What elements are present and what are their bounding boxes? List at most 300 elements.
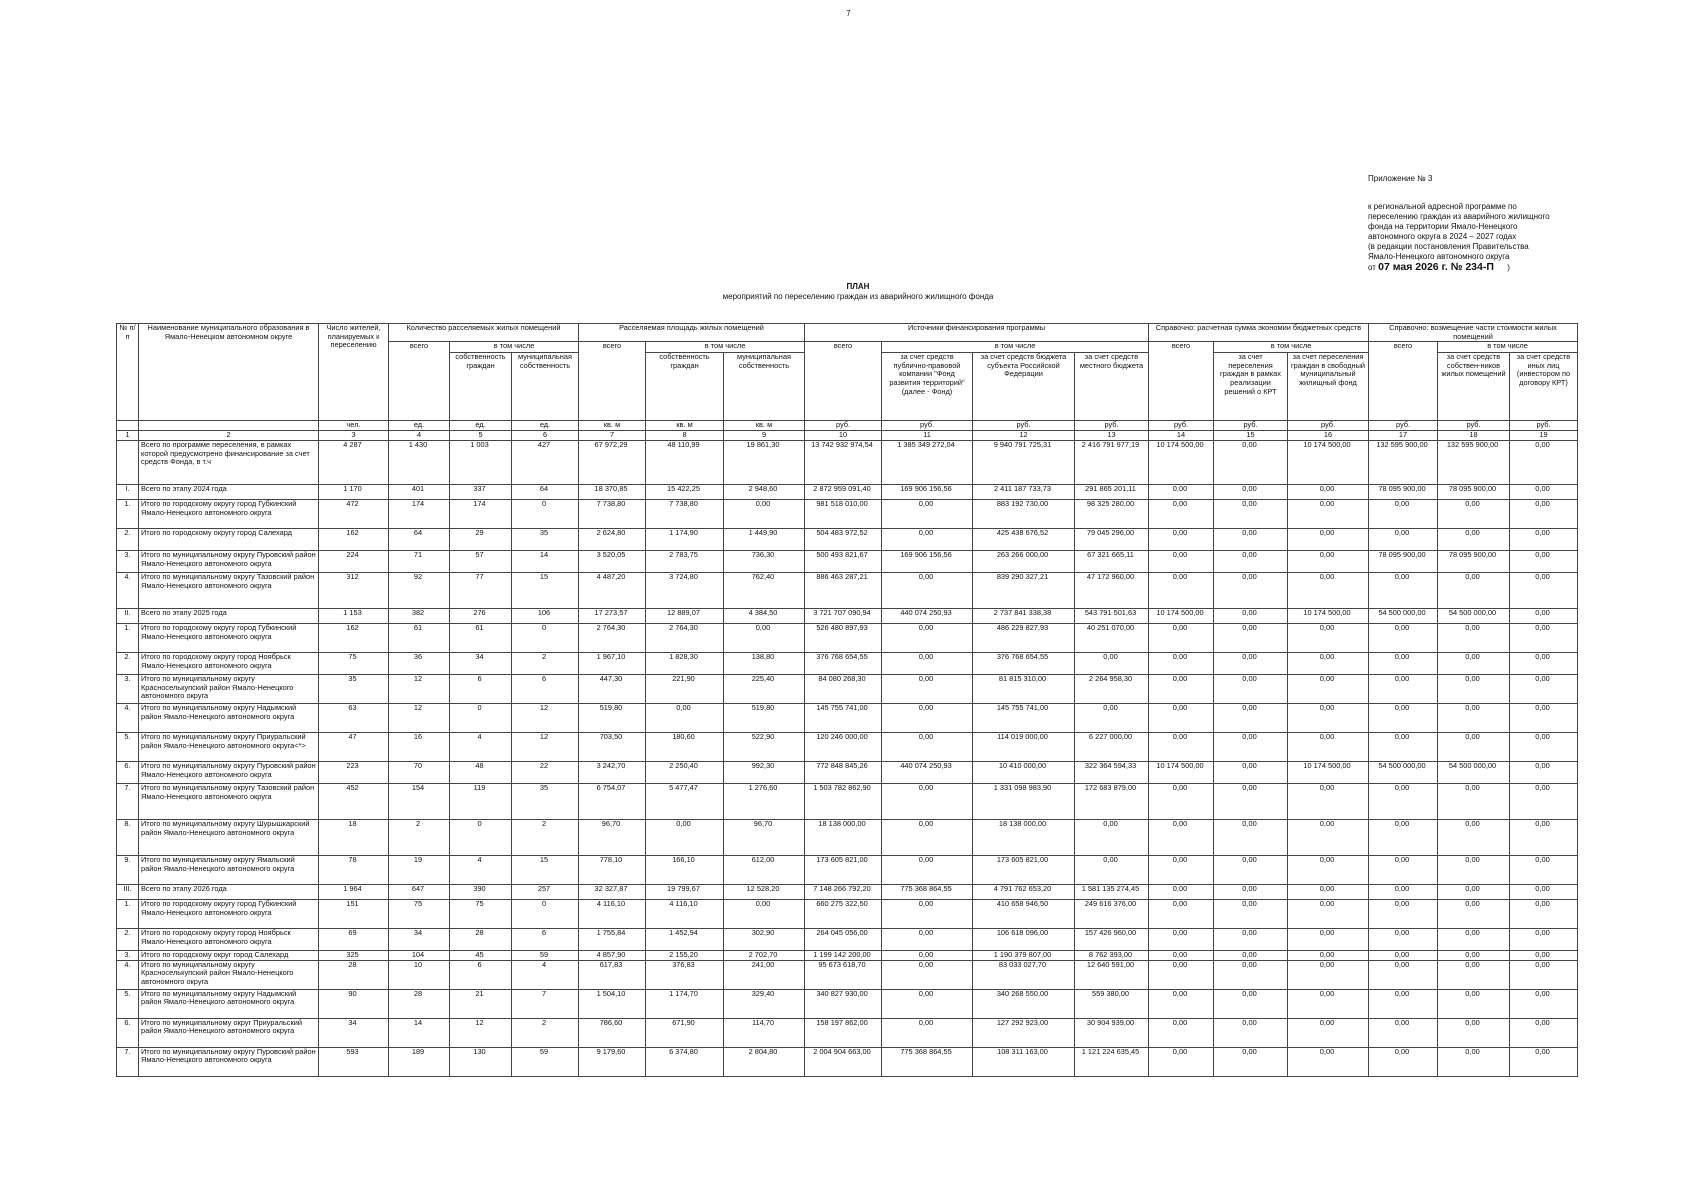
row-index: 7. [117, 784, 139, 820]
row-value-cell: 119 [450, 784, 512, 820]
row-value-cell: 1 276,60 [724, 784, 805, 820]
header-econ-free: за счет переселения граждан в свободный муниципальный жилищный фонд [1288, 353, 1369, 421]
row-value-cell: 59 [512, 1047, 579, 1076]
row-value-cell: 69 [319, 929, 389, 951]
table-row [117, 624, 1578, 653]
row-value-cell: 2 948,60 [724, 485, 805, 500]
row-value-cell: 35 [512, 784, 579, 820]
row-value-cell: 1 121 224 635,45 [1075, 1047, 1149, 1076]
header-rooms-incl: в том числе [450, 342, 579, 353]
row-value-cell: 64 [389, 529, 450, 551]
table-row [117, 762, 1578, 784]
row-value-cell: 12 889,07 [646, 609, 724, 624]
row-value-cell: 189 [389, 1047, 450, 1076]
row-value-cell: 0,00 [1149, 1018, 1214, 1047]
column-number-cell: 4 [389, 431, 450, 441]
row-value-cell: 2 764,30 [646, 624, 724, 653]
row-value-cell: 382 [389, 609, 450, 624]
units-row [117, 421, 1578, 431]
row-value-cell: 1 174,90 [646, 529, 724, 551]
row-value-cell: 2 764,30 [579, 624, 646, 653]
row-municipality-name: Итого по городскому округу город Губкинский Ямало-Ненецкого автономного округа [139, 900, 319, 929]
row-value-cell: 0 [512, 624, 579, 653]
row-value-cell: 276 [450, 609, 512, 624]
row-value-cell: 1 504,10 [579, 989, 646, 1018]
row-value-cell: 180,60 [646, 733, 724, 762]
row-municipality-name: Итого по муниципальному округу Ямальский район Ямало-Ненецкого автономного округа [139, 856, 319, 885]
row-value-cell: 0,00 [724, 624, 805, 653]
row-value-cell: 12 528,20 [724, 885, 805, 900]
row-value-cell: 35 [512, 529, 579, 551]
row-value-cell: 166,10 [646, 856, 724, 885]
row-value-cell: 3 520,05 [579, 551, 646, 573]
row-municipality-name: Итого по муниципальному округу Приуральский район Ямало-Ненецкого автономного округа<*> [139, 733, 319, 762]
row-value-cell: 83 033 027,70 [973, 960, 1075, 989]
row-value-cell: 0,00 [882, 951, 973, 961]
row-value-cell: 376,83 [646, 960, 724, 989]
header-econ-krt: за счет переселения граждан в рамках реализации решений о КРТ [1214, 353, 1288, 421]
row-value-cell: 10 174 500,00 [1288, 762, 1369, 784]
row-value-cell: 145 755 741,00 [805, 704, 882, 733]
row-value-cell: 114,70 [724, 1018, 805, 1047]
row-value-cell: 67 972,29 [579, 441, 646, 485]
row-value-cell: 0,00 [1214, 609, 1288, 624]
header-municipality: Наименование муниципального образования в Ямало-Ненецком автономном округе [139, 324, 319, 421]
table-row [117, 1018, 1578, 1047]
table-row [117, 856, 1578, 885]
row-municipality-name: Итого по муниципальному округу Тазовский район Ямало-Ненецкого автономного округа [139, 573, 319, 609]
title-main: ПЛАН [846, 282, 870, 291]
row-municipality-name: Итого по муниципальному округу Красноселькупский район Ямало-Ненецкого автономного округа [139, 960, 319, 989]
row-value-cell: 0,00 [1510, 1018, 1578, 1047]
row-index: 7. [117, 1047, 139, 1076]
row-value-cell: 0,00 [1510, 733, 1578, 762]
row-value-cell: 96,70 [724, 820, 805, 856]
row-index: 9. [117, 856, 139, 885]
appendix-line: переселению граждан из аварийного жилищного [1368, 212, 1550, 221]
appendix-line: Ямало-Ненецкого автономного округа [1368, 252, 1510, 261]
row-value-cell: 0,00 [1510, 500, 1578, 529]
row-value-cell: 18 138 000,00 [973, 820, 1075, 856]
row-value-cell: 452 [319, 784, 389, 820]
row-value-cell: 6 [450, 675, 512, 704]
row-value-cell: 16 [389, 733, 450, 762]
row-value-cell: 291 865 201,11 [1075, 485, 1149, 500]
column-number-cell: 9 [724, 431, 805, 441]
row-value-cell: 522,90 [724, 733, 805, 762]
table-row [117, 551, 1578, 573]
header-comp-investors: за счет средств иных лиц (инвестором по договору КРТ) [1510, 353, 1578, 421]
row-value-cell: 0,00 [1438, 733, 1510, 762]
row-value-cell: 736,30 [724, 551, 805, 573]
row-value-cell: 0,00 [1075, 820, 1149, 856]
row-value-cell: 257 [512, 885, 579, 900]
row-value-cell: 106 618 096,00 [973, 929, 1075, 951]
row-value-cell: 0,00 [1510, 885, 1578, 900]
row-value-cell: 28 [450, 929, 512, 951]
row-value-cell: 10 174 500,00 [1288, 441, 1369, 485]
table-row [117, 675, 1578, 704]
row-value-cell: 504 483 972,52 [805, 529, 882, 551]
row-value-cell: 2 [512, 1018, 579, 1047]
row-value-cell: 0,00 [1438, 856, 1510, 885]
row-value-cell: 0,00 [1288, 885, 1369, 900]
row-value-cell: 7 148 266 792,20 [805, 885, 882, 900]
row-value-cell: 1 003 [450, 441, 512, 485]
row-value-cell: 1 967,10 [579, 653, 646, 675]
row-value-cell: 0,00 [1288, 856, 1369, 885]
row-value-cell: 224 [319, 551, 389, 573]
row-value-cell: 0,00 [882, 1018, 973, 1047]
table-row [117, 885, 1578, 900]
row-value-cell: 519,80 [579, 704, 646, 733]
row-municipality-name: Всего по программе переселения, в рамках которой предусмотрено финансирование за счет средств Фонда, в т.ч [139, 441, 319, 485]
row-index: 5. [117, 989, 139, 1018]
row-value-cell: 0,00 [1438, 820, 1510, 856]
row-value-cell: 0,00 [1369, 675, 1438, 704]
row-municipality-name: Итого по муниципальному округу Пуровский район Ямало-Ненецкого автономного округа [139, 762, 319, 784]
row-value-cell: 0,00 [882, 675, 973, 704]
row-value-cell: 0,00 [1510, 856, 1578, 885]
row-value-cell: 10 174 500,00 [1149, 441, 1214, 485]
table-row [117, 573, 1578, 609]
row-value-cell: 10 174 500,00 [1288, 609, 1369, 624]
row-value-cell: 559 380,00 [1075, 989, 1149, 1018]
row-value-cell: 151 [319, 900, 389, 929]
row-value-cell: 0,00 [1149, 951, 1214, 961]
row-value-cell: 390 [450, 885, 512, 900]
row-municipality-name: Итого по городскому округу город Губкинский Ямало-Ненецкого автономного округа [139, 624, 319, 653]
row-municipality-name: Итого по городскому округу город Ноябрьск Ямало-Ненецкого автономного округа [139, 653, 319, 675]
row-index: 5. [117, 733, 139, 762]
row-value-cell: 0,00 [1369, 529, 1438, 551]
row-value-cell: 0,00 [1288, 900, 1369, 929]
unit-cell: руб. [882, 421, 973, 431]
row-value-cell: 108 311 163,00 [973, 1047, 1075, 1076]
row-value-cell: 28 [389, 989, 450, 1018]
row-value-cell: 0,00 [1510, 900, 1578, 929]
row-value-cell: 0,00 [1510, 951, 1578, 961]
row-value-cell: 59 [512, 951, 579, 961]
table-row [117, 500, 1578, 529]
row-value-cell: 0,00 [1438, 573, 1510, 609]
row-value-cell: 63 [319, 704, 389, 733]
header-econ-total: всего [1149, 342, 1214, 421]
row-value-cell: 0,00 [1510, 529, 1578, 551]
row-value-cell: 0,00 [1288, 500, 1369, 529]
row-value-cell: 95 673 618,70 [805, 960, 882, 989]
row-value-cell: 0,00 [1214, 951, 1288, 961]
column-number-cell: 8 [646, 431, 724, 441]
row-value-cell: 61 [389, 624, 450, 653]
column-number-cell: 15 [1214, 431, 1288, 441]
row-value-cell: 839 290 327,21 [973, 573, 1075, 609]
row-value-cell: 70 [389, 762, 450, 784]
row-value-cell: 174 [450, 500, 512, 529]
row-municipality-name: Итого по городскому округу город Ноябрьск Ямало-Ненецкого автономного округа [139, 929, 319, 951]
header-fin-total: всего [805, 342, 882, 421]
row-value-cell: 0,00 [1214, 485, 1288, 500]
column-number-cell: 10 [805, 431, 882, 441]
header-area-incl: в том числе [646, 342, 805, 353]
row-value-cell: 54 500 000,00 [1369, 609, 1438, 624]
row-value-cell: 0,00 [1214, 551, 1288, 573]
row-value-cell: 0,00 [1438, 1018, 1510, 1047]
row-value-cell: 0,00 [882, 856, 973, 885]
row-value-cell: 0,00 [1438, 885, 1510, 900]
row-value-cell: 4 116,10 [646, 900, 724, 929]
header-econ-incl: в том числе [1214, 342, 1369, 353]
table-row [117, 653, 1578, 675]
unit-cell: ед. [389, 421, 450, 431]
row-value-cell: 34 [319, 1018, 389, 1047]
row-value-cell: 0,00 [1369, 733, 1438, 762]
row-value-cell: 2 155,20 [646, 951, 724, 961]
row-value-cell: 8 762 393,00 [1075, 951, 1149, 961]
header-rooms-total: всего [389, 342, 450, 421]
row-value-cell: 132 595 900,00 [1438, 441, 1510, 485]
row-value-cell: 612,00 [724, 856, 805, 885]
row-value-cell: 0,00 [1510, 929, 1578, 951]
row-index: 4. [117, 704, 139, 733]
row-value-cell: 0,00 [1288, 675, 1369, 704]
row-value-cell: 57 [450, 551, 512, 573]
row-value-cell: 2 411 187 733,73 [973, 485, 1075, 500]
row-value-cell: 0,00 [1288, 929, 1369, 951]
row-value-cell: 0,00 [1288, 653, 1369, 675]
row-value-cell: 12 [512, 704, 579, 733]
row-value-cell: 0,00 [1369, 1047, 1438, 1076]
row-index: II. [117, 609, 139, 624]
row-municipality-name: Итого по муниципальному округу Красноселькупский район Ямало-Ненецкого автономного округа [139, 675, 319, 704]
row-value-cell: 0,00 [1510, 624, 1578, 653]
row-value-cell: 0,00 [1369, 500, 1438, 529]
column-number-cell: 16 [1288, 431, 1369, 441]
row-value-cell: 4 [450, 856, 512, 885]
header-compensation-group: Справочно: возмещение части стоимости жилых помещений [1369, 324, 1578, 342]
row-value-cell: 0,00 [882, 500, 973, 529]
row-value-cell: 0,00 [1510, 960, 1578, 989]
row-value-cell: 67 321 665,11 [1075, 551, 1149, 573]
row-value-cell: 0,00 [1149, 784, 1214, 820]
row-value-cell: 6 [450, 960, 512, 989]
table-row [117, 929, 1578, 951]
row-value-cell: 0,00 [1075, 704, 1149, 733]
row-value-cell: 992,30 [724, 762, 805, 784]
row-value-cell: 1 503 782 862,90 [805, 784, 882, 820]
row-value-cell: 75 [389, 900, 450, 929]
row-value-cell: 19 [389, 856, 450, 885]
column-number-cell: 3 [319, 431, 389, 441]
row-value-cell: 0,00 [1149, 529, 1214, 551]
unit-cell: кв. м [646, 421, 724, 431]
row-value-cell: 28 [319, 960, 389, 989]
appendix-line: фонда на территории Ямало-Ненецкого [1368, 222, 1518, 231]
row-value-cell: 775 368 864,55 [882, 885, 973, 900]
appendix-line: автономного округа в 2024 – 2027 годах [1368, 232, 1517, 241]
row-value-cell: 0 [512, 500, 579, 529]
row-value-cell: 0,00 [1438, 960, 1510, 989]
column-number-row [117, 431, 1578, 441]
row-value-cell: 0,00 [1288, 573, 1369, 609]
row-value-cell: 0,00 [1369, 929, 1438, 951]
row-municipality-name: Всего по этапу 2025 года [139, 609, 319, 624]
row-value-cell: 1 331 098 983,90 [973, 784, 1075, 820]
row-value-cell: 0,00 [1149, 733, 1214, 762]
row-value-cell: 0,00 [1438, 1047, 1510, 1076]
row-value-cell: 2 264 958,30 [1075, 675, 1149, 704]
row-value-cell: 340 827 930,00 [805, 989, 882, 1018]
row-value-cell: 0,00 [882, 653, 973, 675]
row-value-cell: 81 815 310,00 [973, 675, 1075, 704]
row-value-cell: 0,00 [1288, 624, 1369, 653]
row-index: 2. [117, 653, 139, 675]
row-value-cell: 114 019 000,00 [973, 733, 1075, 762]
row-value-cell: 154 [389, 784, 450, 820]
table-row [117, 900, 1578, 929]
header-fin-fund: за счет средств публично-правовой компании "Фонд развития территорий" (далее - Фонд) [882, 353, 973, 421]
row-value-cell: 886 463 287,21 [805, 573, 882, 609]
row-value-cell: 0,00 [1438, 624, 1510, 653]
row-value-cell: 0,00 [1214, 820, 1288, 856]
row-value-cell: 302,90 [724, 929, 805, 951]
row-value-cell: 0,00 [1510, 704, 1578, 733]
table-row [117, 733, 1578, 762]
row-value-cell: 1 170 [319, 485, 389, 500]
row-value-cell: 322 364 594,33 [1075, 762, 1149, 784]
row-municipality-name: Итого по городскому округ город Салехард [139, 951, 319, 961]
header-rooms-own: собственность граждан [450, 353, 512, 421]
row-value-cell: 0,00 [1438, 900, 1510, 929]
row-value-cell: 4 116,10 [579, 900, 646, 929]
table-row [117, 704, 1578, 733]
column-number-cell: 13 [1075, 431, 1149, 441]
row-value-cell: 0,00 [1288, 733, 1369, 762]
row-value-cell: 0,00 [1214, 762, 1288, 784]
row-value-cell: 0,00 [1149, 485, 1214, 500]
row-value-cell: 0,00 [1438, 989, 1510, 1018]
unit-cell: руб. [1369, 421, 1438, 431]
row-value-cell: 0,00 [1369, 820, 1438, 856]
row-value-cell: 0,00 [1149, 929, 1214, 951]
unit-cell: руб. [1510, 421, 1578, 431]
column-number-cell: 18 [1438, 431, 1510, 441]
row-value-cell: 0,00 [1149, 624, 1214, 653]
row-value-cell: 12 640 591,00 [1075, 960, 1149, 989]
row-value-cell: 77 [450, 573, 512, 609]
row-value-cell: 0,00 [1288, 784, 1369, 820]
row-value-cell: 15 [512, 856, 579, 885]
row-value-cell: 2 872 959 091,40 [805, 485, 882, 500]
row-value-cell: 1 385 349 272,04 [882, 441, 973, 485]
row-value-cell: 0,00 [1149, 989, 1214, 1018]
header-fin-subject: за счет средств бюджета субъекта Российской Федерации [973, 353, 1075, 421]
row-value-cell: 0,00 [1214, 1018, 1288, 1047]
row-value-cell: 0 [450, 704, 512, 733]
row-value-cell: 0,00 [1149, 551, 1214, 573]
row-value-cell: 127 292 923,00 [973, 1018, 1075, 1047]
row-value-cell: 1 449,90 [724, 529, 805, 551]
row-value-cell: 22 [512, 762, 579, 784]
unit-cell [117, 421, 139, 431]
column-number-cell: 1 [117, 431, 139, 441]
row-value-cell: 64 [512, 485, 579, 500]
row-value-cell: 0,00 [1288, 960, 1369, 989]
row-value-cell: 78 095 900,00 [1438, 551, 1510, 573]
column-number-cell: 6 [512, 431, 579, 441]
row-value-cell: 1 430 [389, 441, 450, 485]
row-value-cell: 0,00 [1510, 609, 1578, 624]
appendix-block [1368, 174, 1668, 273]
row-value-cell: 92 [389, 573, 450, 609]
row-value-cell: 47 172 960,00 [1075, 573, 1149, 609]
column-number-cell: 7 [579, 431, 646, 441]
row-municipality-name: Итого по муниципальному округу Надымский район Ямало-Ненецкого автономного округа [139, 989, 319, 1018]
row-municipality-name: Итого по городскому округу город Салехард [139, 529, 319, 551]
row-value-cell: 0,00 [1149, 704, 1214, 733]
appendix-title: Приложение № 3 [1368, 174, 1433, 183]
row-value-cell: 1 199 142 200,00 [805, 951, 882, 961]
row-value-cell: 0,00 [882, 573, 973, 609]
row-value-cell: 0,00 [1214, 784, 1288, 820]
header-comp-incl: в том числе [1438, 342, 1578, 353]
row-value-cell: 0,00 [882, 960, 973, 989]
date-suffix: ) [1507, 263, 1510, 272]
row-value-cell: 0,00 [1369, 624, 1438, 653]
plan-table [116, 323, 1578, 1077]
row-value-cell: 0,00 [1288, 820, 1369, 856]
row-value-cell: 0,00 [1510, 573, 1578, 609]
row-value-cell: 157 426 960,00 [1075, 929, 1149, 951]
column-number-cell: 17 [1369, 431, 1438, 441]
header-fin-incl: в том числе [882, 342, 1149, 353]
row-value-cell: 2 [512, 820, 579, 856]
row-index: 4. [117, 573, 139, 609]
row-value-cell: 0,00 [882, 900, 973, 929]
row-value-cell: 340 268 550,00 [973, 989, 1075, 1018]
unit-cell: руб. [1075, 421, 1149, 431]
date-value: 07 мая 2026 г. № 234-П [1378, 261, 1494, 273]
row-value-cell: 0,00 [724, 500, 805, 529]
row-value-cell: 329,40 [724, 989, 805, 1018]
table-row [117, 820, 1578, 856]
row-value-cell: 0,00 [1149, 900, 1214, 929]
row-value-cell: 174 [389, 500, 450, 529]
row-value-cell: 10 174 500,00 [1149, 609, 1214, 624]
row-value-cell: 35 [319, 675, 389, 704]
row-value-cell: 18 [319, 820, 389, 856]
row-value-cell: 0,00 [1510, 551, 1578, 573]
row-value-cell: 12 [512, 733, 579, 762]
row-municipality-name: Всего по этапу 2026 года [139, 885, 319, 900]
row-value-cell: 0,00 [1214, 733, 1288, 762]
table-row [117, 441, 1578, 485]
row-value-cell: 0 [512, 900, 579, 929]
appendix-line: (в редакции постановления Правительства [1368, 242, 1529, 251]
row-value-cell: 29 [450, 529, 512, 551]
unit-cell: кв. м [579, 421, 646, 431]
column-number-cell: 12 [973, 431, 1075, 441]
header-index: № п/п [117, 324, 139, 421]
row-value-cell: 0,00 [1149, 1047, 1214, 1076]
row-value-cell: 78 095 900,00 [1369, 551, 1438, 573]
row-value-cell: 376 768 654,55 [805, 653, 882, 675]
row-index: 6. [117, 762, 139, 784]
table-row [117, 485, 1578, 500]
row-value-cell: 0,00 [882, 784, 973, 820]
row-value-cell: 7 738,80 [579, 500, 646, 529]
row-municipality-name: Всего по этапу 2024 года [139, 485, 319, 500]
